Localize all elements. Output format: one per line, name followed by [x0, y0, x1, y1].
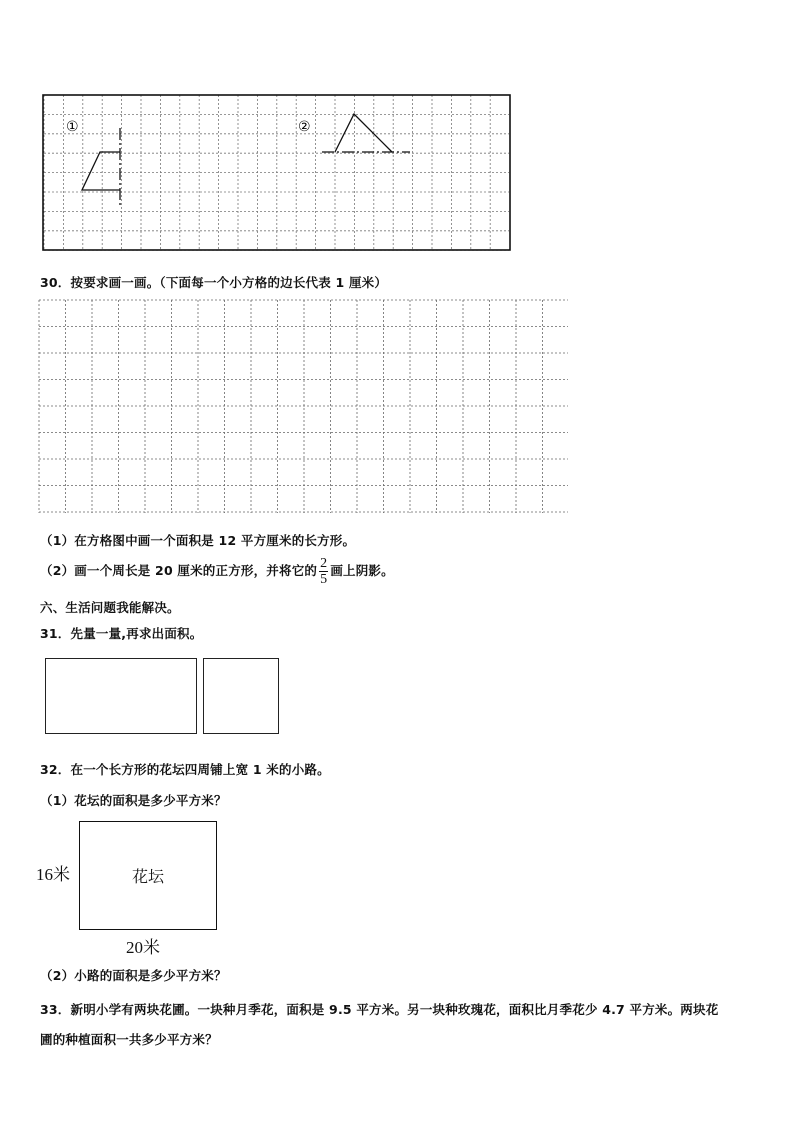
shape2-label: ②: [298, 119, 311, 135]
q30-part2: [40, 556, 394, 587]
q32-part1: （1）花坛的面积是多少平方米？: [40, 793, 227, 808]
q32-width-label: 20米: [126, 938, 160, 957]
q33-line1: 33．新明小学有两块花圃。一块种月季花，面积是 9.5 平方米。另一块种玫瑰花，面积比月季花少 4.7 平方米。两块花: [40, 1002, 719, 1017]
shape2-triangle: [335, 114, 392, 152]
fraction-two-fifths: [319, 556, 328, 587]
flower-bed-label: 花坛: [131, 867, 164, 886]
fraction-numerator: 2: [320, 556, 328, 571]
q31-rectangle: [45, 658, 197, 734]
section6-title: 六、生活问题我能解决。: [40, 600, 180, 615]
q32-title: 32．在一个长方形的花坛四周铺上宽 1 米的小路。: [40, 762, 330, 777]
shape1-label: ①: [66, 119, 79, 135]
fraction-denominator: 5: [320, 572, 328, 587]
q31-title: 31．先量一量,再求出面积。: [40, 626, 203, 641]
q30-part2-text-before: （2）画一个周长是 20 厘米的正方形，并将它的: [40, 563, 318, 578]
q32-height-label: 16米: [36, 865, 70, 884]
q33-line2: 圃的种植面积一共多少平方米？: [40, 1032, 218, 1047]
shape1-half-trapezoid: [82, 152, 120, 190]
q30-drawing-grid[interactable]: [38, 299, 569, 514]
q30-grid-svg: [38, 299, 569, 514]
q30-part1: （1）在方格图中画一个面积是 12 平方厘米的长方形。: [40, 533, 356, 548]
symmetry-grid-svg: [42, 94, 511, 251]
q31-square: [203, 658, 279, 734]
flower-bed-rectangle: [79, 821, 217, 930]
q32-part2: （2）小路的面积是多少平方米？: [40, 968, 227, 983]
symmetry-figure: [42, 94, 511, 251]
q30-title: 30．按要求画一画。（下面每一个小方格的边长代表 1 厘米）: [40, 275, 388, 290]
q30-part2-text-after: 画上阴影。: [330, 563, 394, 578]
